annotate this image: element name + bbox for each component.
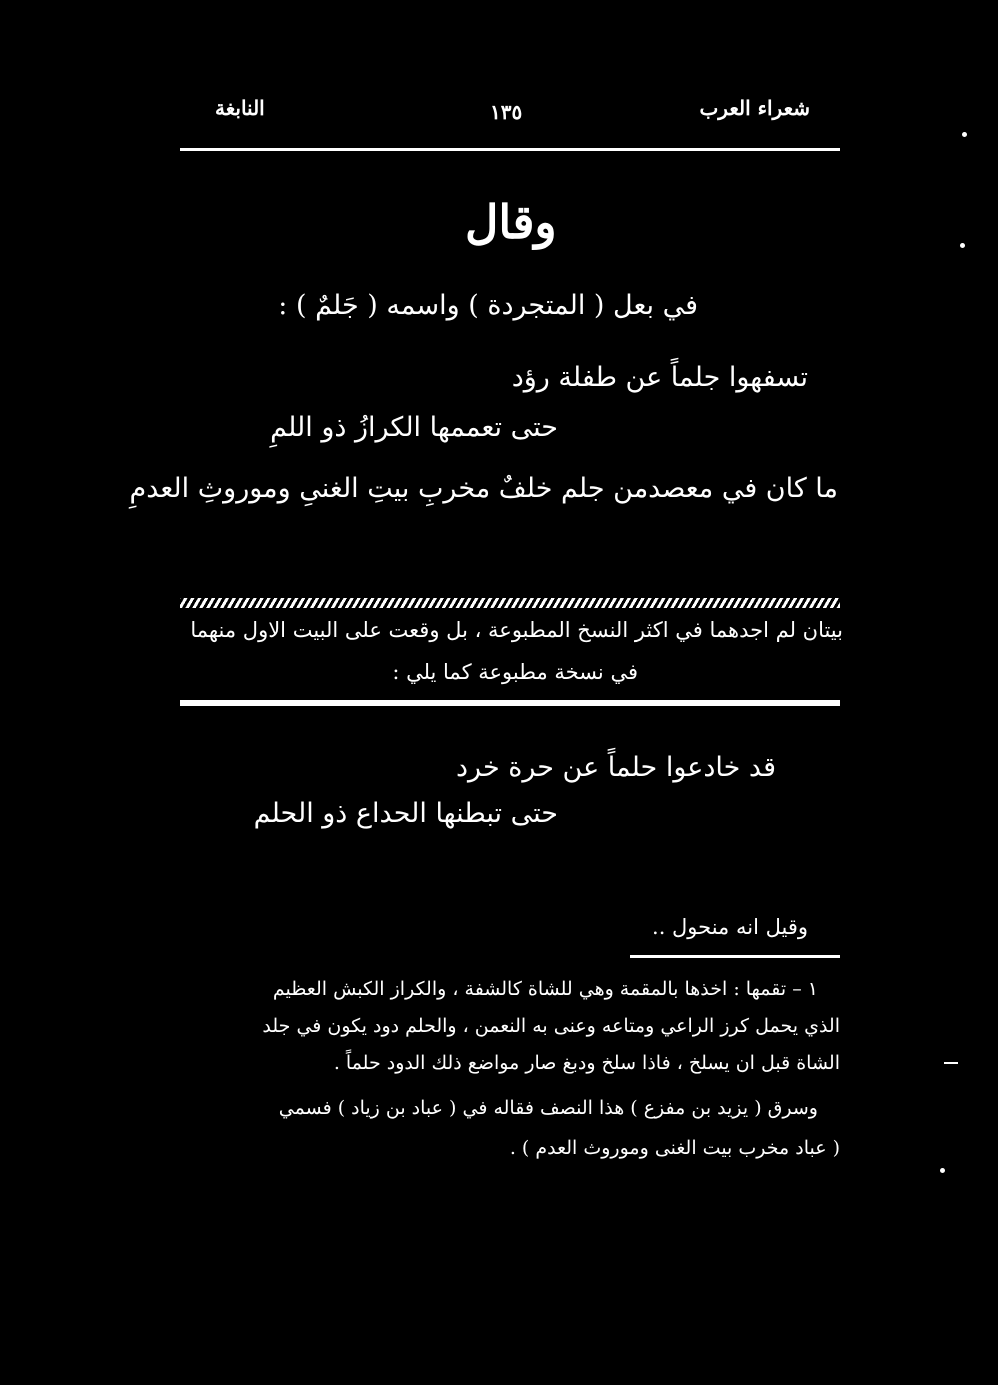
note-top-border <box>180 598 840 608</box>
closing-note: وقيل انه منحول .. <box>652 915 808 939</box>
note-line-1: بيتان لم اجدهما في اكثر النسخ المطبوعة ، بل وقعت على البيت الاول منهما <box>190 618 843 642</box>
margin-dot <box>940 1168 945 1173</box>
footnote-line-1: ١ – تقمها : اخذها بالمقمة وهي للشاة كالشفة ، والكراز الكبش العظيم <box>272 978 818 1000</box>
footnote-line-4: وسرق ( يزيد بن مفزع ) هذا النصف فقاله في ( عباد بن زياد ) فسمي <box>278 1097 818 1119</box>
footnote-rule <box>630 955 840 958</box>
page-number: ١٣٥ <box>490 100 523 124</box>
poem1-line-2: حتى تعممها الكرازُ ذو اللمِ <box>270 412 558 443</box>
footnote-line-5: ( عباد مخرب بيت الغنى وموروث العدم ) . <box>509 1137 840 1159</box>
note-line-2: في نسخة مطبوعة كما يلي : <box>392 660 638 684</box>
footnote-line-3: الشاة قبل ان يسلخ ، فاذا سلخ ودبغ صار مواضع ذلك الدود حلماً . <box>333 1052 840 1074</box>
note-bottom-border <box>180 700 840 706</box>
header-left: النابغة <box>215 96 265 120</box>
poem1-line-3: ما كان في معصدمن جلم خلفٌ مخربِ بيتِ الغنىِ وموروثِ العدمِ <box>129 473 838 504</box>
page-title: وقال <box>465 195 557 249</box>
poem2-line-1: قد خادعوا حلماً عن حرة خرد <box>456 752 776 783</box>
poem1-line-1: تسفهوا جلماً عن طفلة رؤد <box>511 362 808 393</box>
footnote-line-2: الذي يحمل كرز الراعي ومتاعه وعنى به النعمن ، والحلم دود يكون في جلد <box>262 1015 840 1037</box>
margin-dash <box>944 1062 958 1064</box>
header-rule <box>180 148 840 151</box>
header-right: شعراء العرب <box>699 96 810 120</box>
subtitle: في بعل ( المتجردة ) واسمه ( جَلمٌ ) : <box>278 290 698 321</box>
margin-dot <box>960 243 965 248</box>
poem2-line-2: حتى تبطنها الحداع ذو الحلم <box>253 798 558 829</box>
margin-dot <box>962 132 967 137</box>
